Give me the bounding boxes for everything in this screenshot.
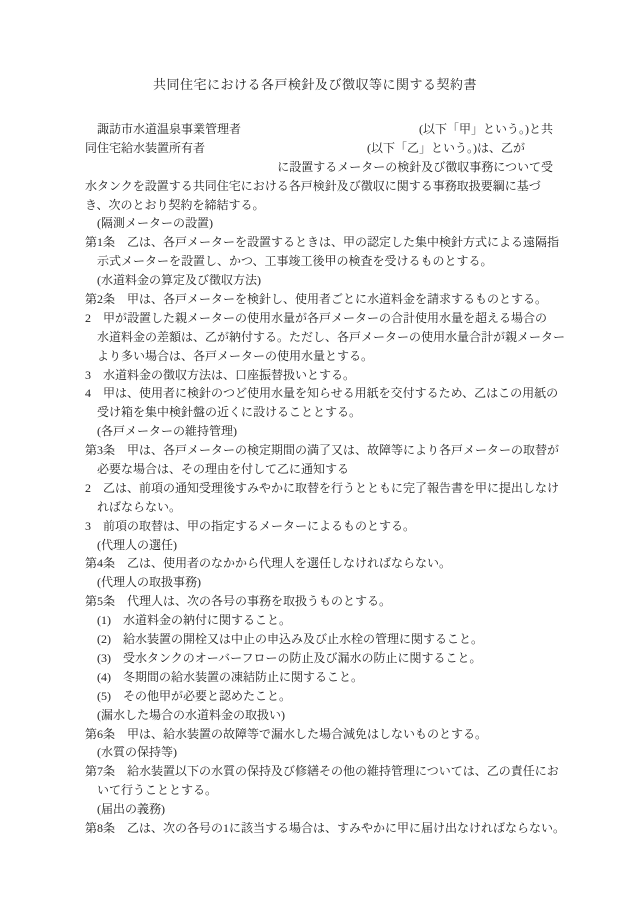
section-heading-agent-duties: (代理人の取扱事務) [85,575,201,590]
article-5-item-3: (3) 受水タンクのオーバーフローの防止及び漏水の防止に関すること。 [85,650,482,665]
party-b-designation: (以下「乙」という。)は、乙が [367,140,525,155]
intro-line-party-a [85,120,553,139]
article-2-clause-3: 3 水道料金の徴収方法は、口座振替扱いとする。 [85,367,356,382]
article-2-clause-4: 受け箱を集中検針盤の近くに設けることとする。 [85,405,362,420]
article-5-line: 第5条 代理人は、次の各号の事務を取扱うものとする。 [85,594,392,609]
article-3-clause-2: ればならない。 [85,499,182,514]
article-1-line: 示式メーターを設置し、かつ、工事竣工後甲の検査を受けるものとする。 [85,254,493,269]
article-3-line: 必要な場合は、その理由を付して乙に通知する [85,462,350,477]
article-2-clause-2: 2 甲が設置した親メーターの使用水量が各戸メーターの合計使用水量を超える場合の [85,310,548,325]
section-heading-maintenance: (各戸メーターの維持管理) [85,424,237,439]
section-heading-leak-handling: (漏水した場合の水道料金の取扱い) [85,707,285,722]
intro-line-conclusion: き、次のとおり契約を締結する。 [85,197,265,212]
article-5-item-5: (5) その他甲が必要と認めたこと。 [85,688,291,703]
party-a-label: 諏訪市水道温泉事業管理者 [85,122,242,136]
article-2-clause-2: より多い場合は、各戸メーターの使用水量とする。 [85,348,374,363]
article-6-line: 第6条 甲は、給水装置の故障等で漏水した場合減免はしないものとする。 [85,726,488,741]
article-2-clause-2: 水道料金の差額は、乙が納付する。ただし、各戸メーターの使用水量合計が親メーター [85,329,566,344]
article-5-item-1: (1) 水道料金の納付に関すること。 [85,613,291,628]
article-7-line: いて行うこととする。 [85,783,218,798]
article-3-clause-2: 2 乙は、前項の通知受理後すみやかに取替を行うとともに完了報告書を甲に提出しなけ [85,480,560,495]
article-5-item-4: (4) 冬期間の給水装置の凍結防止に関すること。 [85,669,363,684]
article-5-item-2: (2) 給水装置の開栓又は中止の申込み及び止水栓の管理に関すること。 [85,632,483,647]
article-3-line: 第3条 甲は、各戸メーターの検定期間の満了又は、故障等により各戸メーターの取替が [85,443,560,458]
section-heading-meter-installation: (隔測メーターの設置) [85,216,213,231]
intro-line-party-b [85,139,553,158]
section-heading-water-quality: (水質の保持等) [85,745,177,760]
section-heading-notification-duty: (届出の義務) [85,802,165,817]
intro-line-basis: 水タンクを設置する共同住宅における各戸検針及び徴収に関する事務取扱要綱に基づ [85,178,541,193]
article-3-clause-3: 3 前項の取替は、甲の指定するメーターによるものとする。 [85,518,416,533]
document-body [85,120,566,838]
article-7-line: 第7条 給水装置以下の水質の保持及び修繕その他の維持管理については、乙の責任にお [85,764,559,779]
article-4-line: 第4条 乙は、使用者のなかから代理人を選任しなければならない。 [85,556,452,571]
intro-line-location: に設置するメーターの検針及び徴収事務について受 [277,159,553,174]
section-heading-agent-appointment: (代理人の選任) [85,537,177,552]
section-heading-billing: (水道料金の算定及び徴収方法) [85,273,261,288]
document-title: 共同住宅における各戸検針及び徴収等に関する契約書 [152,77,477,92]
party-b-label: 同住宅給水装置所有者 [85,140,206,155]
article-8-line: 第8条 乙は、次の各号の1に該当する場合は、すみやかに甲に届け出なければならない。 [85,820,566,835]
article-2-clause-4: 4 甲は、使用者に検針のつど使用水量を知らせる用紙を交付するため、乙はこの用紙の [85,386,559,401]
article-1-line: 第1条 乙は、各戸メーターを設置するときは、甲の認定した集中検針方式による遠隔指 [85,235,560,250]
article-2-line: 第2条 甲は、各戸メーターを検針し、使用者ごとに水道料金を請求するものとする。 [85,292,548,307]
party-a-designation: (以下「甲」という。)と共 [419,122,553,136]
